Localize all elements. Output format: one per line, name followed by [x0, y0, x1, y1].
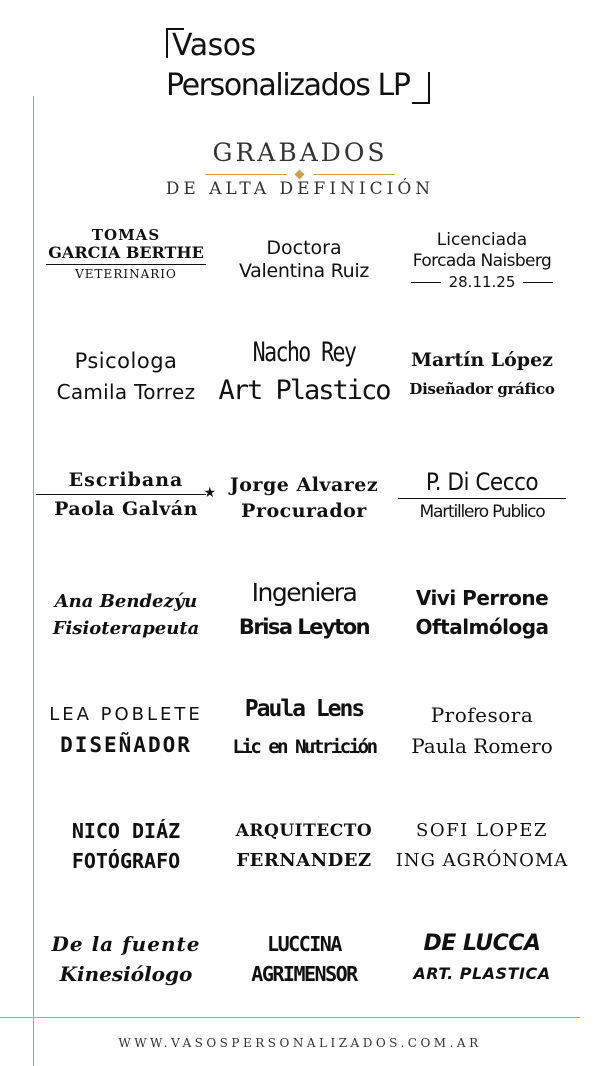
sample-line-1: Profesora: [430, 703, 534, 727]
sample-line-2: Brisa Leyton: [238, 615, 370, 639]
sample-nacho-rey: [206, 334, 402, 410]
divider-line: [46, 264, 206, 265]
divider-line: [398, 498, 566, 499]
sample-de-la-fuente: [28, 929, 224, 989]
sample-psicologa: [28, 346, 224, 408]
sample-line-1: P. Di Cecco: [425, 468, 539, 496]
logo-line-1: Vasos: [172, 28, 256, 63]
sample-line-2: Kinesiólogo: [59, 962, 193, 986]
sample-line-2: Valentina Ruiz: [238, 260, 370, 282]
ornament-line-right: [313, 174, 395, 175]
sample-line-2: AGRIMENSOR: [251, 962, 357, 986]
sample-line-1: Escribana: [68, 469, 184, 491]
sample-line-1: Ingeniera: [251, 578, 357, 607]
logo-line-2: Personalizados LP: [166, 68, 410, 103]
sample-line-3: VETERINARIO: [75, 267, 177, 281]
sample-lea-poblete: [28, 700, 224, 760]
sample-line-1: SOFI LOPEZ: [416, 820, 548, 841]
sample-paula-lens: [206, 690, 402, 766]
sample-line-2: Paola Galván: [54, 498, 198, 520]
brand-logo: [166, 24, 436, 108]
logo-bracket-left: [166, 28, 168, 58]
sample-line-2: Fisioterapeuta: [52, 618, 200, 639]
sample-line-3: 28.11.25: [448, 273, 516, 291]
sample-line-1: Licenciada: [436, 230, 528, 250]
sample-line-1: Jorge Alvarez: [229, 474, 379, 496]
sample-line-1: Vivi Perrone: [415, 586, 549, 610]
sample-nico-diaz: [28, 816, 224, 876]
dash-right: [523, 282, 553, 283]
date-row: [384, 272, 580, 292]
sample-martin-lopez: [384, 346, 580, 404]
sample-line-1: Psicologa: [74, 349, 178, 373]
sample-escribana: [28, 468, 224, 521]
logo-bracket-right: [428, 72, 430, 104]
website-url: WWW.VASOSPERSONALIZADOS.COM.AR: [118, 1036, 482, 1050]
sample-line-2: Martillero Publico: [419, 502, 545, 522]
diamond-icon: [295, 170, 305, 180]
sample-line-1: Paula Lens: [244, 696, 364, 722]
ornament-line-left: [205, 174, 287, 175]
sample-line-2: Procurador: [241, 500, 367, 522]
sample-line-2: Oftalmóloga: [415, 615, 549, 639]
sample-arquitecto: [206, 816, 402, 876]
sample-ingeniera: [206, 576, 402, 644]
sample-line-2: Paula Romero: [411, 734, 553, 758]
sample-di-cecco: [384, 468, 580, 523]
dash-left: [411, 282, 441, 283]
sample-line-2: DISEÑADOR: [60, 733, 192, 757]
sample-line-2: ING AGRÓNOMA: [395, 850, 569, 871]
sample-profesora: [384, 700, 580, 762]
sample-line-2: Forcada Naisberg: [412, 251, 552, 271]
sample-line-1: Nacho Rey: [252, 337, 356, 368]
sample-ana-bendezyu: [28, 588, 224, 642]
sample-line-1: ARQUITECTO: [235, 821, 373, 841]
sample-line-2: Lic en Nutrición: [232, 736, 376, 758]
sample-de-lucca: [384, 929, 580, 989]
sample-line-2: Diseñador gráfico: [409, 380, 555, 398]
sample-line-2: Art Plastico: [218, 375, 390, 406]
sample-doctora: [206, 237, 402, 283]
sample-line-1: Doctora: [266, 237, 342, 259]
sample-line-1: NICO DIÁZ: [71, 819, 181, 843]
sample-line-1: Martín López: [411, 349, 553, 371]
sample-line-1: DE LUCCA: [423, 931, 541, 956]
sample-line-1: LUCCINA: [267, 932, 341, 956]
sample-line-2: FERNANDEZ: [236, 850, 372, 871]
sample-line-1: LEA POBLETE: [49, 704, 203, 725]
sample-jorge-alvarez: [206, 472, 402, 524]
sample-licenciada: [384, 230, 580, 292]
heading-subtitle: DE ALTA DEFINICIÓN: [165, 179, 435, 199]
sample-line-1: De la fuente: [51, 932, 201, 956]
sample-line-2: FOTÓGRAFO: [71, 849, 181, 873]
sample-line-1: TOMAS: [91, 226, 161, 244]
sample-line-2: GARCIA BERTHE: [48, 243, 204, 262]
heading-title: GRABADOS: [212, 138, 388, 167]
star-icon: ★: [203, 485, 216, 501]
logo-bracket-bottom: [412, 102, 430, 104]
sample-veterinario: [28, 226, 224, 281]
gold-ornament: [205, 171, 395, 179]
sample-sofi-lopez: [384, 816, 580, 876]
sample-line-2: Camila Torrez: [56, 380, 196, 404]
sample-line-2: ART. PLASTICA: [413, 964, 551, 983]
sample-line-1: Ana Bendezýu: [54, 591, 198, 612]
divider-line: [36, 485, 216, 501]
sample-luccina: [206, 929, 402, 989]
gold-horizontal-line: [0, 1017, 580, 1018]
sample-vivi-perrone: [384, 584, 580, 642]
